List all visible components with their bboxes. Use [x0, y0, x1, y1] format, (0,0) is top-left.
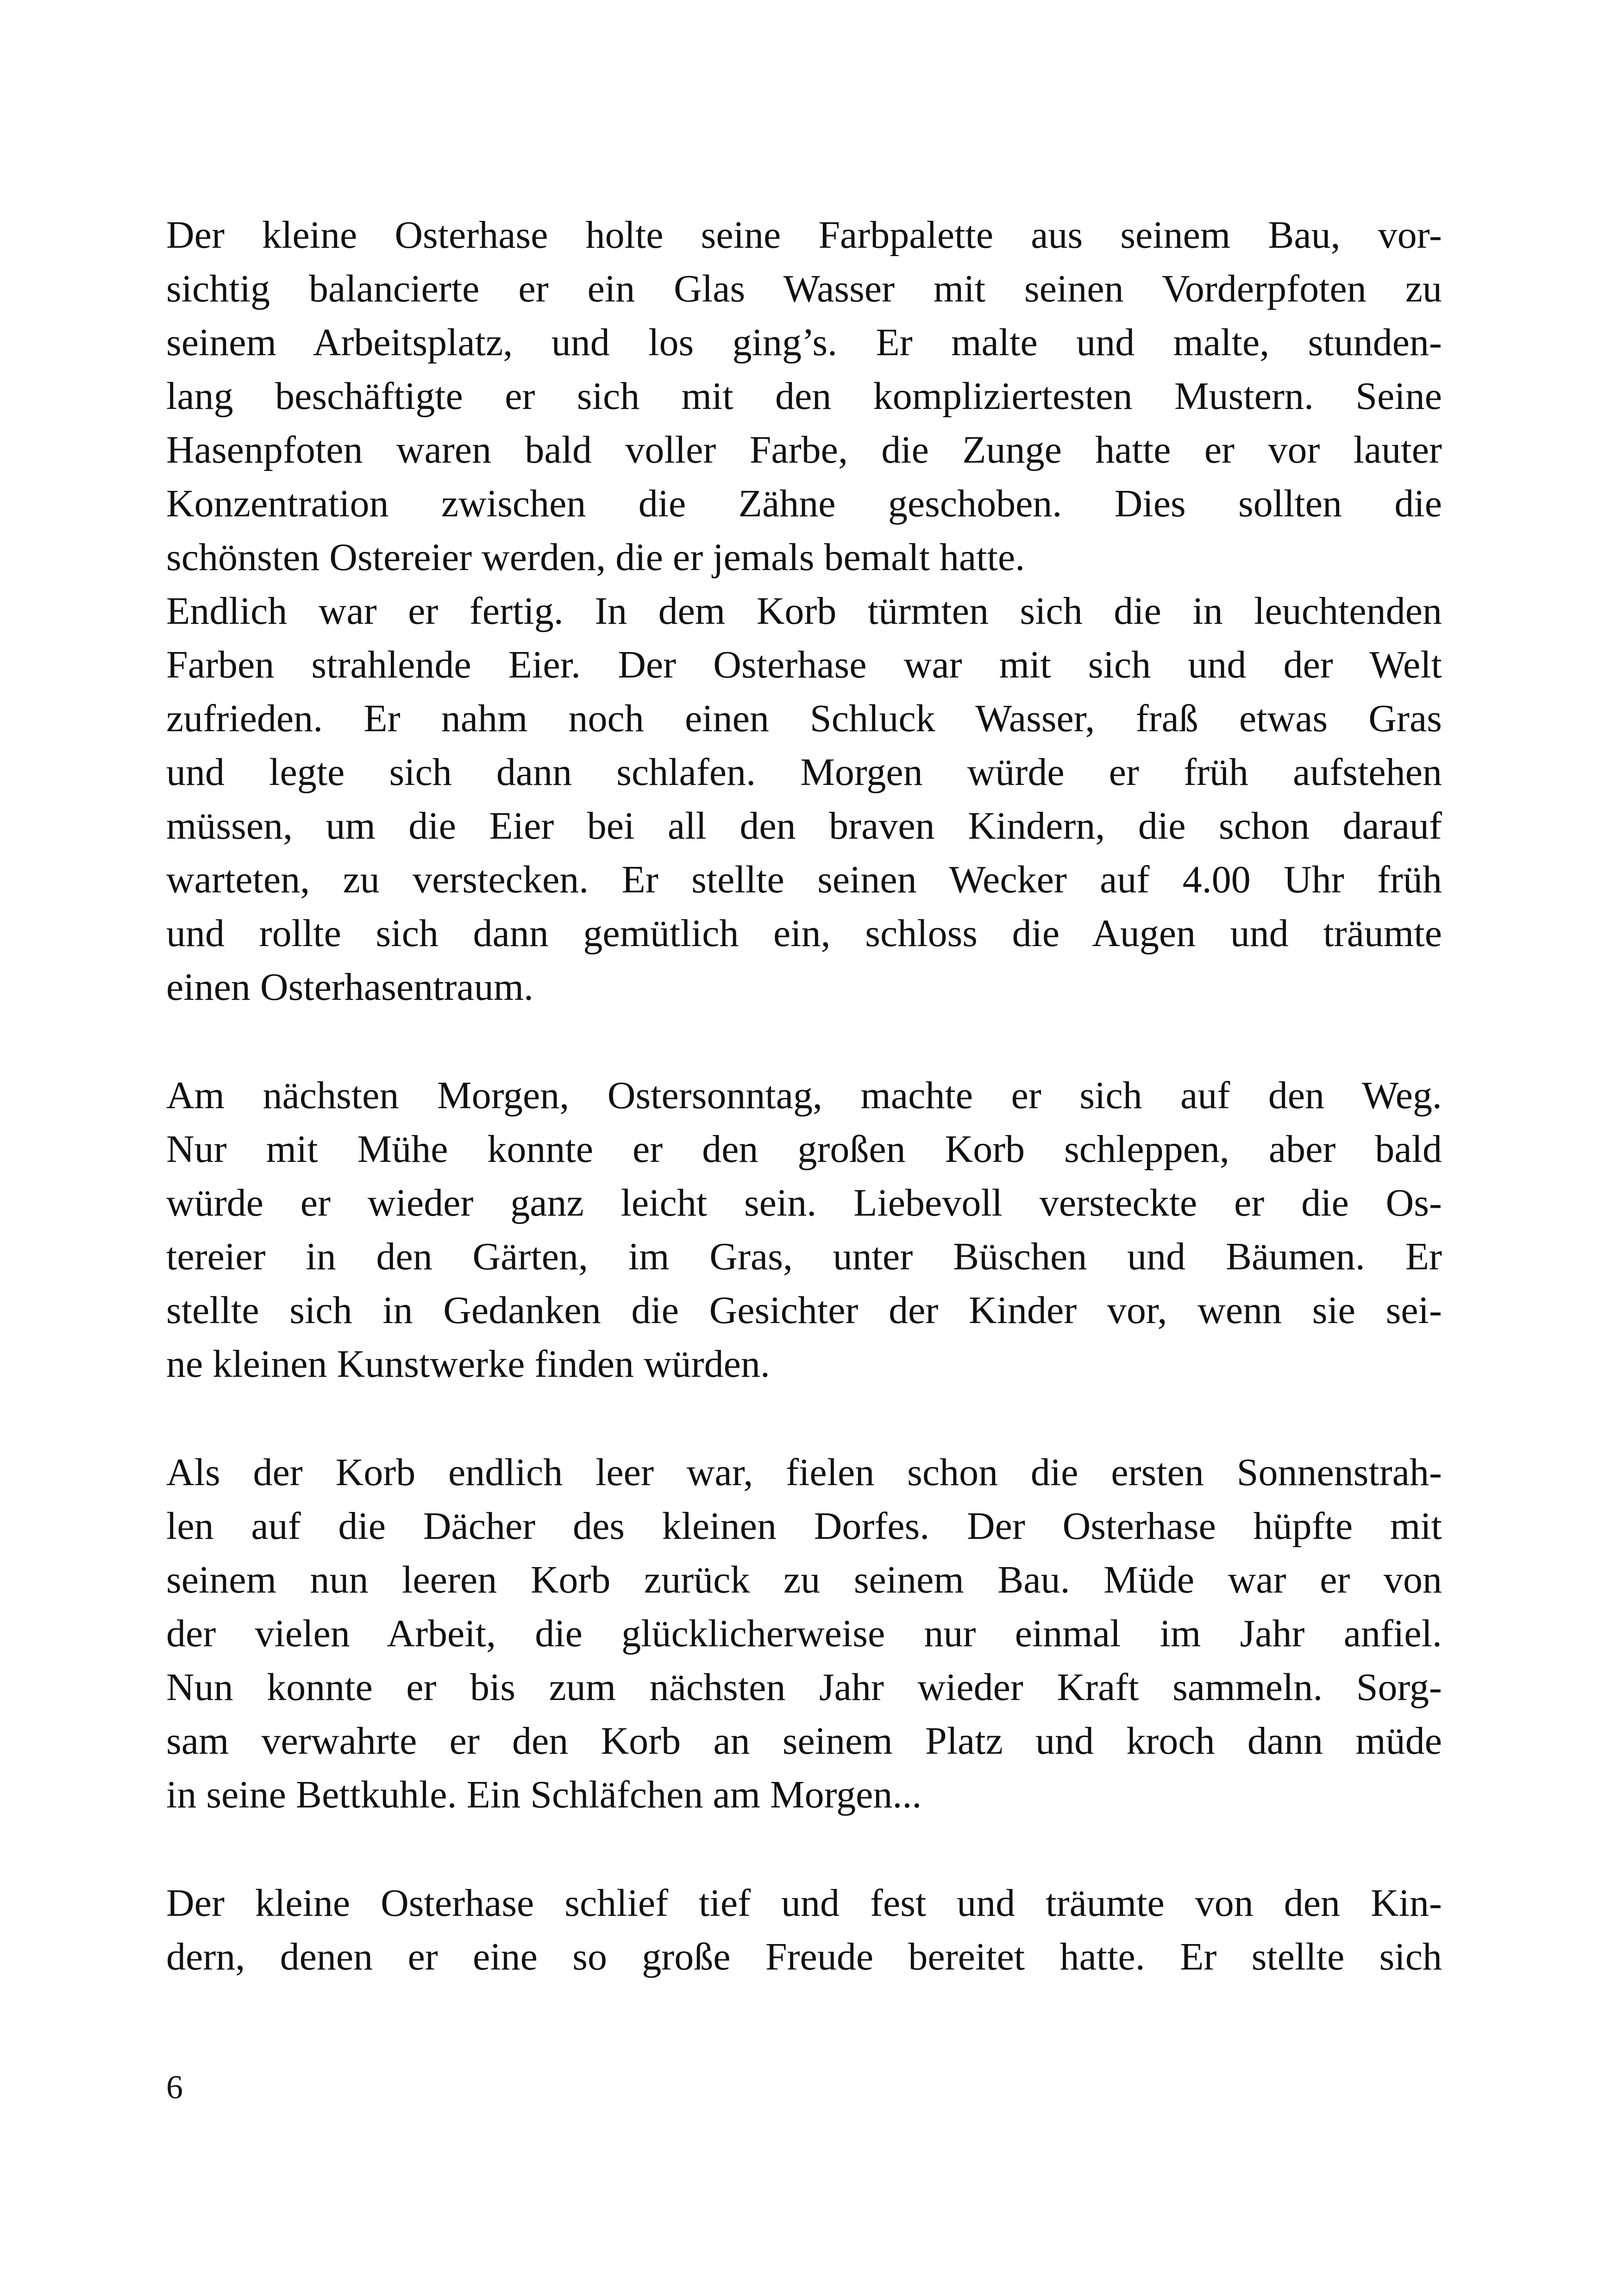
- paragraph-gap: [166, 1391, 1442, 1446]
- paragraph-2: [166, 1069, 1442, 1391]
- text-line: Nur mit Mühe konnte er den großen Korb schleppen, aber bald: [166, 1128, 1442, 1171]
- text-line: Nun konnte er bis zum nächsten Jahr wieder Kraft sammeln. Sorg-: [166, 1666, 1442, 1709]
- text-line: stellte sich in Gedanken die Gesichter der Kinder vor, wenn sie sei-: [166, 1289, 1442, 1332]
- text-line: sam verwahrte er den Korb an seinem Platz und kroch dann müde: [166, 1719, 1442, 1763]
- text-line: Am nächsten Morgen, Ostersonntag, machte er sich auf den Weg.: [166, 1074, 1442, 1117]
- text-line: würde er wieder ganz leicht sein. Liebevoll versteckte er die Os-: [166, 1181, 1442, 1224]
- text-line: seinem nun leeren Korb zurück zu seinem Bau. Müde war er von: [166, 1558, 1442, 1601]
- paragraph-gap: [166, 1822, 1442, 1876]
- text-line: lang beschäftigte er sich mit den kompliziertesten Mustern. Seine: [166, 375, 1442, 418]
- text-line: len auf die Dächer des kleinen Dorfes. Der Osterhase hüpfte mit: [166, 1505, 1442, 1548]
- text-line: Endlich war er fertig. In dem Korb türmten sich die in leuchtenden: [166, 590, 1442, 633]
- paragraph-gap: [166, 1014, 1442, 1069]
- text-line: zufrieden. Er nahm noch einen Schluck Wasser, fraß etwas Gras: [166, 697, 1442, 740]
- text-line: Hasenpfoten waren bald voller Farbe, die Zunge hatte er vor lauter: [166, 428, 1442, 471]
- text-line: tereier in den Gärten, im Gras, unter Büschen und Bäumen. Er: [166, 1235, 1442, 1278]
- paragraph-4: [166, 1876, 1442, 1984]
- paragraph-1: [166, 208, 1442, 1014]
- text-line: seinem Arbeitsplatz, und los ging’s. Er malte und malte, stunden-: [166, 321, 1442, 364]
- text-line: dern, denen er eine so große Freude bereitet hatte. Er stellte sich: [166, 1935, 1442, 1978]
- text-line: müssen, um die Eier bei all den braven Kindern, die schon darauf: [166, 804, 1442, 847]
- text-line: und legte sich dann schlafen. Morgen würde er früh aufstehen: [166, 751, 1442, 794]
- text-line: ne kleinen Kunstwerke finden würden.: [166, 1342, 770, 1386]
- text-line: der vielen Arbeit, die glücklicherweise nur einmal im Jahr anfiel.: [166, 1612, 1442, 1655]
- paragraph-3: [166, 1446, 1442, 1822]
- text-line: schönsten Ostereier werden, die er jemals bemalt hatte.: [166, 536, 1025, 579]
- page-number: 6: [166, 2069, 183, 2106]
- text-line: Der kleine Osterhase schlief tief und fest und träumte von den Kin-: [166, 1882, 1442, 1925]
- text-line: Konzentration zwischen die Zähne geschoben. Dies sollten die: [166, 482, 1442, 525]
- text-line: sichtig balancierte er ein Glas Wasser mit seinen Vorderpfoten zu: [166, 267, 1442, 310]
- text-line: Als der Korb endlich leer war, fielen schon die ersten Sonnenstrah-: [166, 1451, 1442, 1494]
- body-text: [166, 208, 1442, 1984]
- text-line: in seine Bettkuhle. Ein Schläfchen am Morgen...: [166, 1773, 922, 1816]
- text-line: einen Osterhasentraum.: [166, 966, 534, 1009]
- text-line: und rollte sich dann gemütlich ein, schloss die Augen und träumte: [166, 912, 1442, 955]
- text-line: Farben strahlende Eier. Der Osterhase war mit sich und der Welt: [166, 643, 1442, 686]
- text-line: warteten, zu verstecken. Er stellte seinen Wecker auf 4.00 Uhr früh: [166, 858, 1442, 901]
- text-line: Der kleine Osterhase holte seine Farbpalette aus seinem Bau, vor-: [166, 213, 1442, 257]
